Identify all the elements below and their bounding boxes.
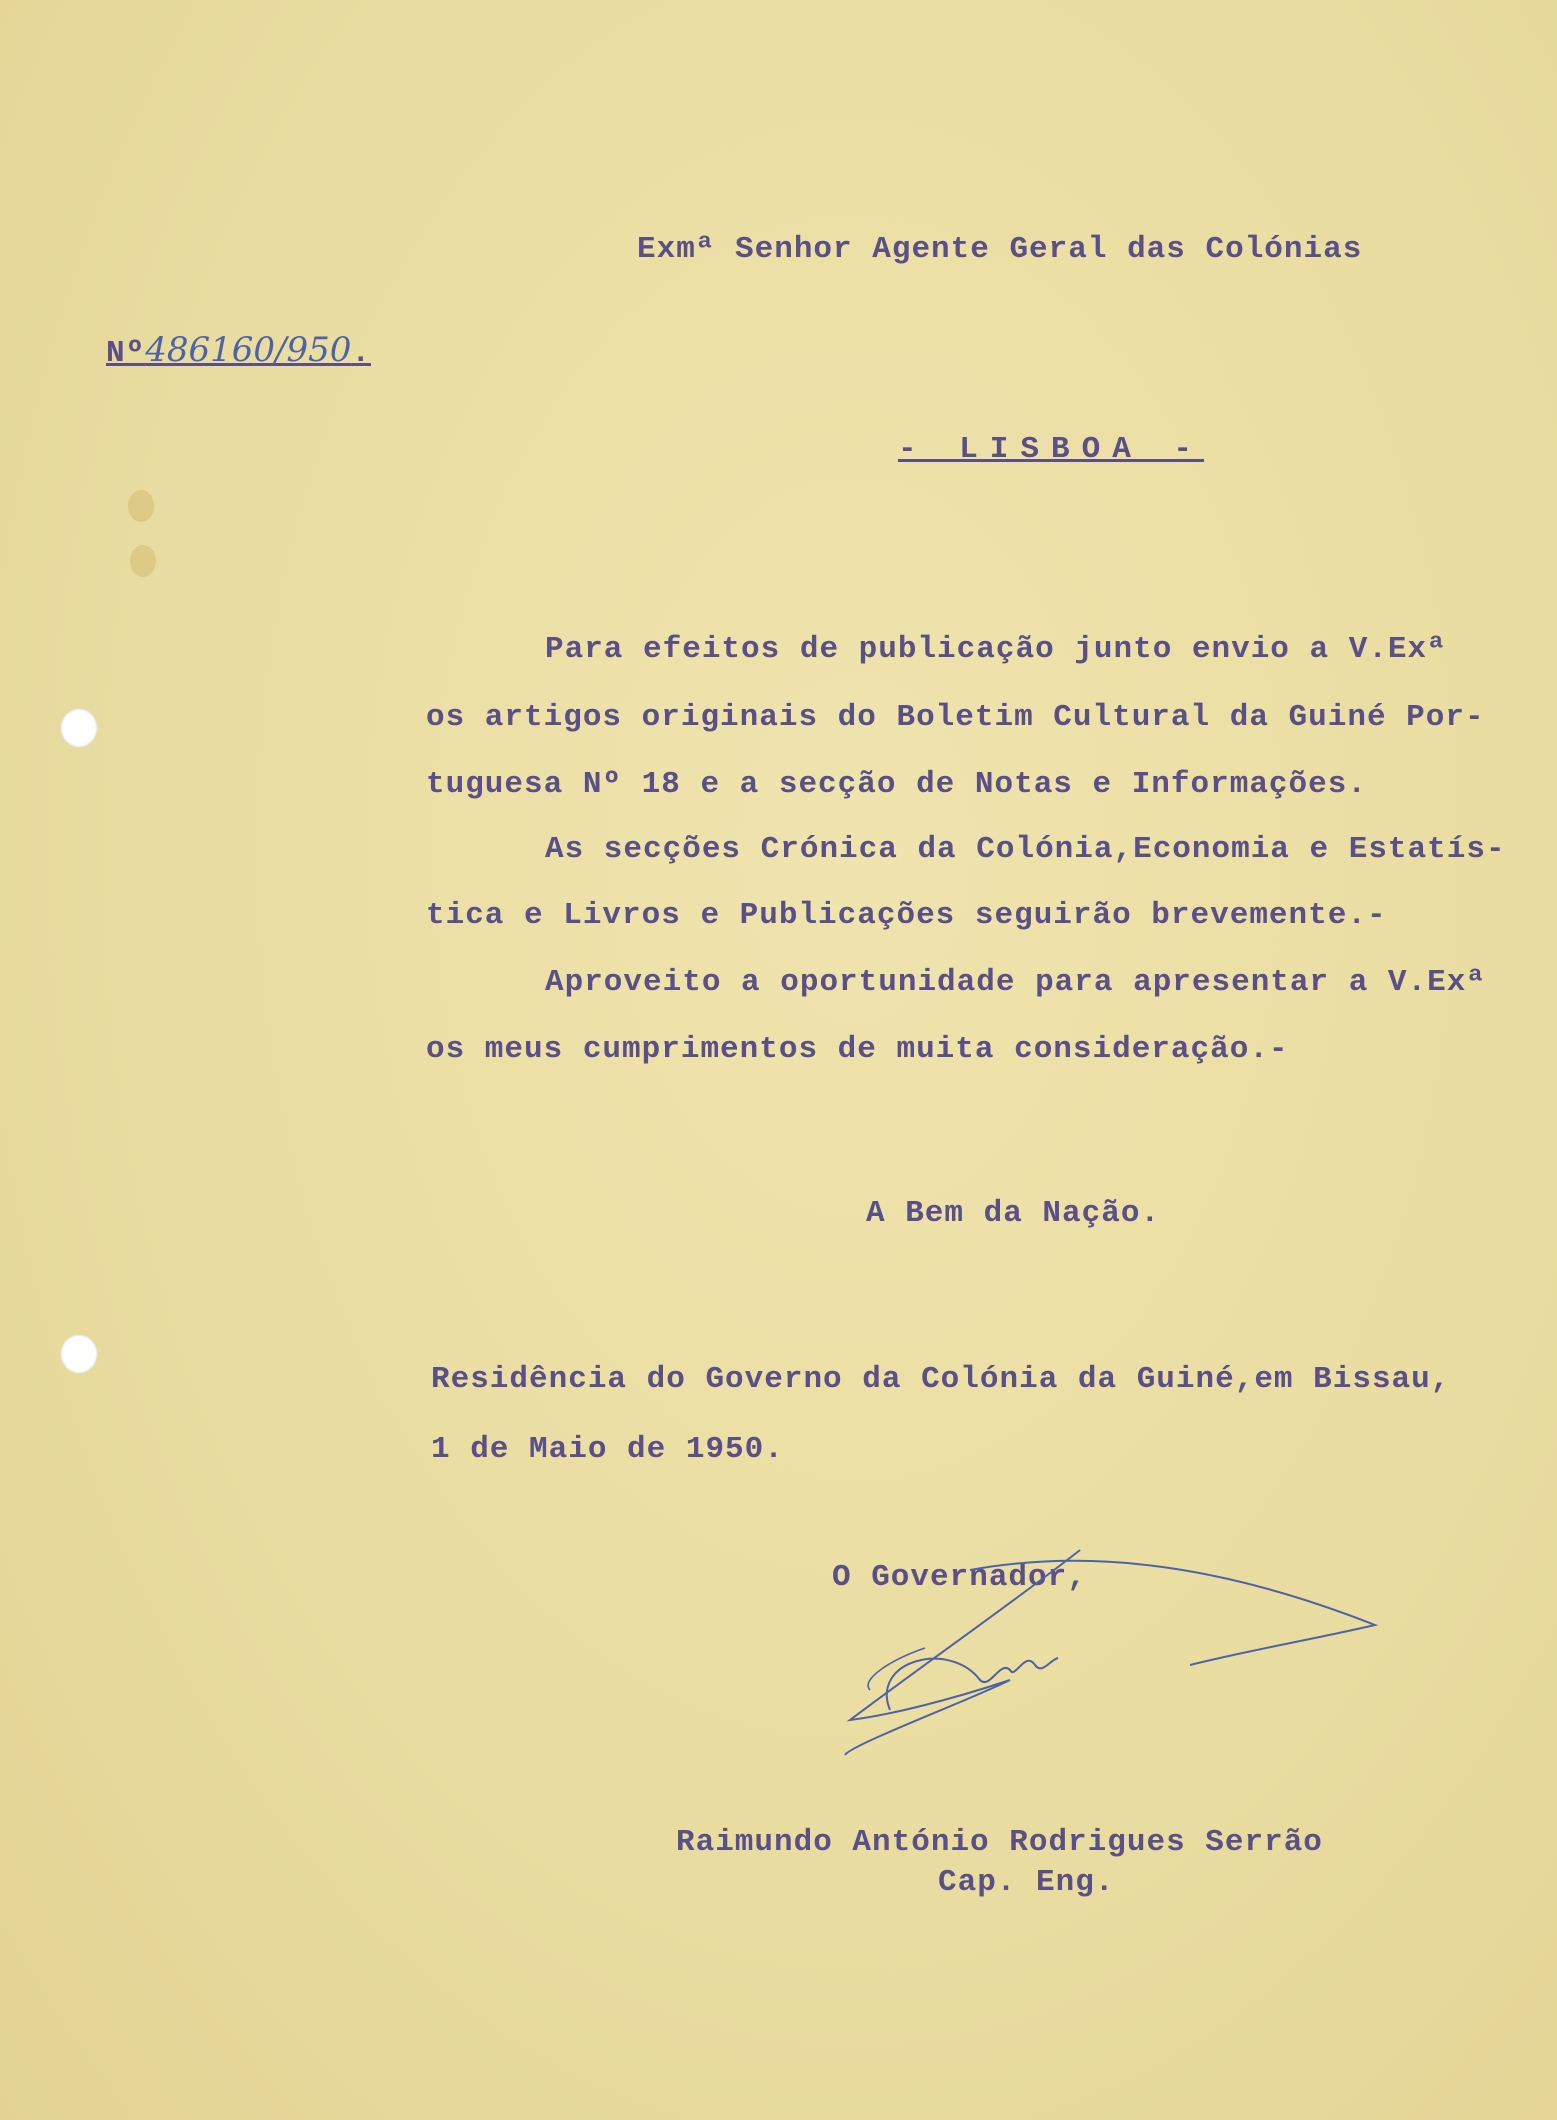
body-line-6: Aproveito a oportunidade para apresentar a V.Exª <box>545 965 1486 1000</box>
reference-prefix: Nº <box>106 336 146 371</box>
punch-hole-top <box>60 708 98 748</box>
paper-stain <box>130 545 156 577</box>
closing-salutation: A Bem da Nação. <box>866 1196 1161 1231</box>
addressee-line: Exmª Senhor Agente Geral das Colónias <box>637 232 1363 267</box>
signatory-name: Raimundo António Rodrigues Serrão <box>676 1825 1323 1860</box>
reference-number <box>106 330 371 371</box>
signatory-rank: Cap. Eng. <box>938 1865 1115 1900</box>
body-line-4: As secções Crónica da Colónia,Economia e Estatís- <box>545 832 1506 867</box>
body-line-5: tica e Livros e Publicações seguirão brevemente.- <box>426 898 1387 933</box>
place-line: Residência do Governo da Colónia da Guiné,em Bissau, <box>431 1362 1451 1397</box>
city-heading: - LISBOA - <box>898 432 1205 467</box>
signature-scrawl <box>830 1540 1390 1760</box>
signature-title: O Governador, <box>832 1560 1087 1595</box>
reference-end: . <box>351 336 371 371</box>
punch-hole-bottom <box>60 1334 98 1374</box>
reference-handwritten: 48616 <box>145 330 254 370</box>
reference-suffix: 0/950 <box>253 330 352 370</box>
body-line-2: os artigos originais do Boletim Cultural da Guiné Por- <box>426 700 1485 735</box>
body-line-7: os meus cumprimentos de muita consideração.- <box>426 1032 1289 1067</box>
paper-stain <box>128 490 154 522</box>
body-line-1: Para efeitos de publicação junto envio a V.Exª <box>545 632 1447 667</box>
date-line: 1 de Maio de 1950. <box>431 1432 784 1467</box>
body-line-3: tuguesa Nº 18 e a secção de Notas e Informações. <box>426 767 1367 802</box>
